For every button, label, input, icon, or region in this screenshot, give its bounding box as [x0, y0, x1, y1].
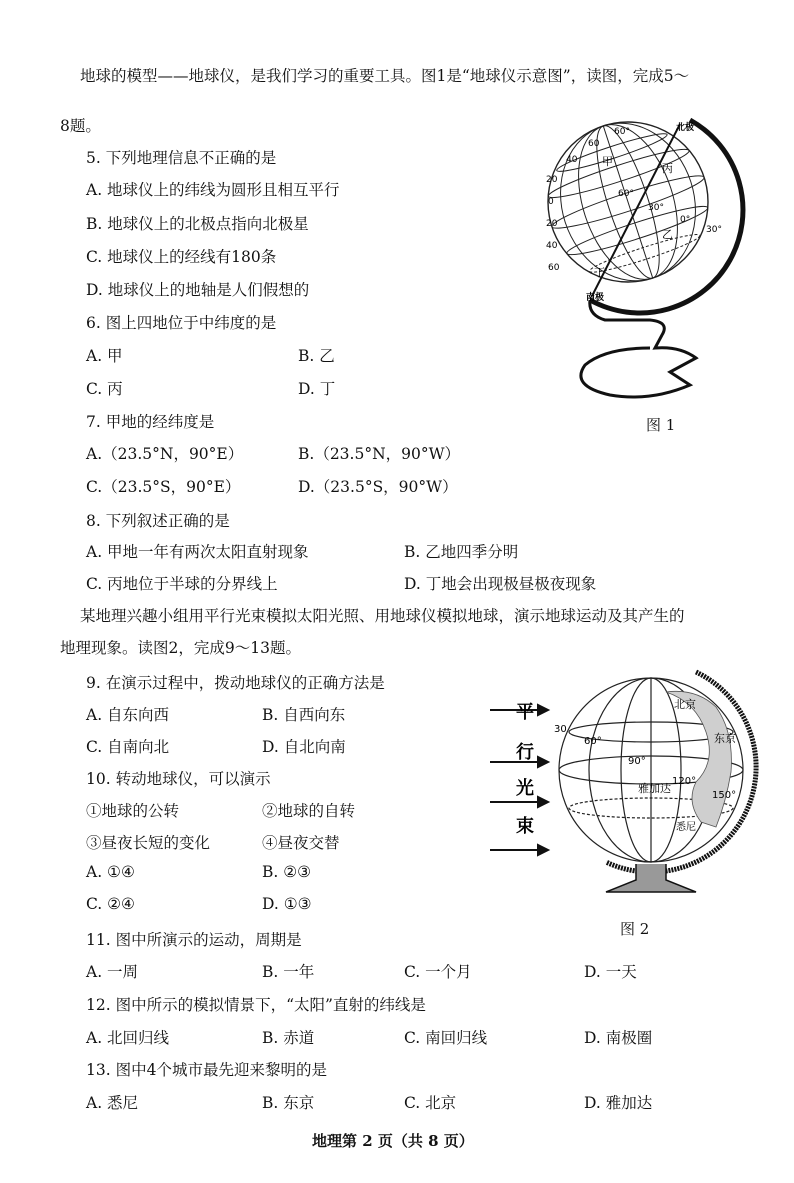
q9-stem: 9. 在演示过程中，拨动地球仪的正确方法是: [86, 674, 385, 692]
q13-stem: 13. 图中4个城市最先迎来黎明的是: [86, 1061, 327, 1079]
q8-option-c[interactable]: C. 丙地位于半球的分界线上: [86, 575, 278, 593]
q8-stem: 8. 下列叙述正确的是: [86, 512, 230, 530]
q7-option-a[interactable]: A.（23.5°N，90°E）: [86, 445, 244, 463]
q10-option-d[interactable]: D. ①③: [262, 895, 312, 913]
q12-option-d[interactable]: D. 南极圈: [584, 1029, 653, 1047]
q13-option-a[interactable]: A. 悉尼: [86, 1094, 139, 1112]
lat-label-40n: 40: [566, 155, 578, 165]
q6-stem: 6. 图上四地位于中纬度的是: [86, 314, 277, 332]
q10-statement-2: ②地球的自转: [262, 802, 356, 820]
lat-label-60s: 60: [548, 263, 560, 273]
beam-char-3: 光: [516, 778, 534, 799]
lon-label-60: 60°: [618, 189, 634, 199]
lon-label-60-top: 60°: [614, 127, 630, 137]
q12-option-a[interactable]: A. 北回归线: [86, 1029, 170, 1047]
south-pole-label: 南极: [586, 293, 605, 303]
q10-statement-1: ①地球的公转: [86, 802, 180, 820]
figure-2-light-globe: [486, 652, 766, 912]
lon-label-30e: 30°: [706, 225, 722, 235]
lat-label-40s: 40: [546, 241, 558, 251]
q7-option-c[interactable]: C.（23.5°S，90°E）: [86, 478, 241, 496]
q11-option-c[interactable]: C. 一个月: [404, 963, 472, 981]
q13-option-d[interactable]: D. 雅加达: [584, 1094, 653, 1112]
page-footer: 地理第 2 页（共 8 页）: [312, 1132, 474, 1150]
q8-option-a[interactable]: A. 甲地一年有两次太阳直射现象: [86, 543, 309, 561]
beam-char-1: 平: [516, 702, 534, 723]
q11-option-d[interactable]: D. 一天: [584, 963, 637, 981]
q10-statement-3: ③昼夜长短的变化: [86, 834, 211, 852]
q6-option-d[interactable]: D. 丁: [298, 380, 336, 398]
lat-label-0: 0: [548, 197, 554, 207]
point-ding-label: 丁: [594, 266, 605, 279]
q7-option-b[interactable]: B.（23.5°N，90°W）: [298, 445, 461, 463]
q7-option-d[interactable]: D.（23.5°S，90°W）: [298, 478, 458, 496]
q10-option-a[interactable]: A. ①④: [86, 863, 135, 881]
q12-option-c[interactable]: C. 南回归线: [404, 1029, 488, 1047]
q6-option-b[interactable]: B. 乙: [298, 347, 335, 365]
q6-option-a[interactable]: A. 甲: [86, 347, 123, 365]
intro2-text-line2: 地理现象。读图2，完成9～13题。: [60, 639, 301, 657]
lon-label-0: 0°: [680, 215, 691, 225]
point-bing-label: 丙: [662, 162, 673, 175]
figure-1-caption: 图 1: [646, 416, 676, 434]
q5-option-a[interactable]: A. 地球仪上的纬线为圆形且相互平行: [86, 181, 340, 199]
q7-stem: 7. 甲地的经纬度是: [86, 413, 215, 431]
lat-label-20n: 20: [546, 175, 558, 185]
beam-char-2: 行: [516, 742, 534, 763]
q6-option-c[interactable]: C. 丙: [86, 380, 123, 398]
north-pole-label: 北极: [676, 123, 695, 133]
q13-option-c[interactable]: C. 北京: [404, 1094, 457, 1112]
q5-option-b[interactable]: B. 地球仪上的北极点指向北极星: [86, 215, 309, 233]
point-yi-label: 乙: [662, 228, 673, 241]
q10-stem: 10. 转动地球仪，可以演示: [86, 770, 271, 788]
q10-statement-4: ④昼夜交替: [262, 834, 340, 852]
beam-char-4: 束: [516, 816, 534, 837]
q9-option-d[interactable]: D. 自北向南: [262, 738, 346, 756]
q12-option-b[interactable]: B. 赤道: [262, 1029, 315, 1047]
q8-option-b[interactable]: B. 乙地四季分明: [404, 543, 519, 561]
q9-option-c[interactable]: C. 自南向北: [86, 738, 170, 756]
q11-option-b[interactable]: B. 一年: [262, 963, 315, 981]
earth-axis: [592, 124, 680, 296]
point-jia-label: 甲: [602, 155, 613, 168]
city-beijing-label: 北京: [674, 698, 696, 711]
figure-2-caption: 图 2: [620, 920, 650, 938]
intro-text-line1: 地球的模型——地球仪，是我们学习的重要工具。图1是“地球仪示意图”，读图，完成5～: [80, 67, 690, 85]
q13-option-b[interactable]: B. 东京: [262, 1094, 315, 1112]
lon2-label-150: 150°: [712, 790, 737, 801]
q9-option-a[interactable]: A. 自东向西: [86, 706, 170, 724]
q5-option-d[interactable]: D. 地球仪上的地轴是人们假想的: [86, 281, 310, 299]
lon2-label-30: 30: [554, 724, 567, 735]
figure-1-globe: [530, 110, 720, 410]
q11-option-a[interactable]: A. 一周: [86, 963, 139, 981]
lon2-label-90: 90°: [628, 756, 646, 767]
lat-label-60n: 60: [588, 139, 600, 149]
q8-option-d[interactable]: D. 丁地会出现极昼极夜现象: [404, 575, 597, 593]
intro-text-line2: 8题。: [60, 117, 101, 135]
lat-label-20s: 20: [546, 219, 558, 229]
q10-option-b[interactable]: B. ②③: [262, 863, 312, 881]
lon2-label-60: 60°: [584, 736, 602, 747]
q5-stem: 5. 下列地理信息不正确的是: [86, 149, 277, 167]
q9-option-b[interactable]: B. 自西向东: [262, 706, 346, 724]
q10-option-c[interactable]: C. ②④: [86, 895, 135, 913]
lon2-label-120: 120°: [672, 776, 697, 787]
q12-stem: 12. 图中所示的模拟情景下，“太阳”直射的纬线是: [86, 996, 426, 1014]
city-sydney-label: 悉尼: [676, 822, 696, 833]
lon-label-30: 30°: [648, 203, 664, 213]
city-tokyo-label: 东京: [714, 732, 736, 745]
intro2-text-line1: 某地理兴趣小组用平行光束模拟太阳光照、用地球仪模拟地球，演示地球运动及其产生的: [80, 607, 685, 625]
city-jakarta-label: 雅加达: [638, 782, 671, 795]
q11-stem: 11. 图中所演示的运动，周期是: [86, 931, 302, 949]
q5-option-c[interactable]: C. 地球仪上的经线有180条: [86, 248, 277, 266]
globe-2-stand: [606, 864, 696, 892]
